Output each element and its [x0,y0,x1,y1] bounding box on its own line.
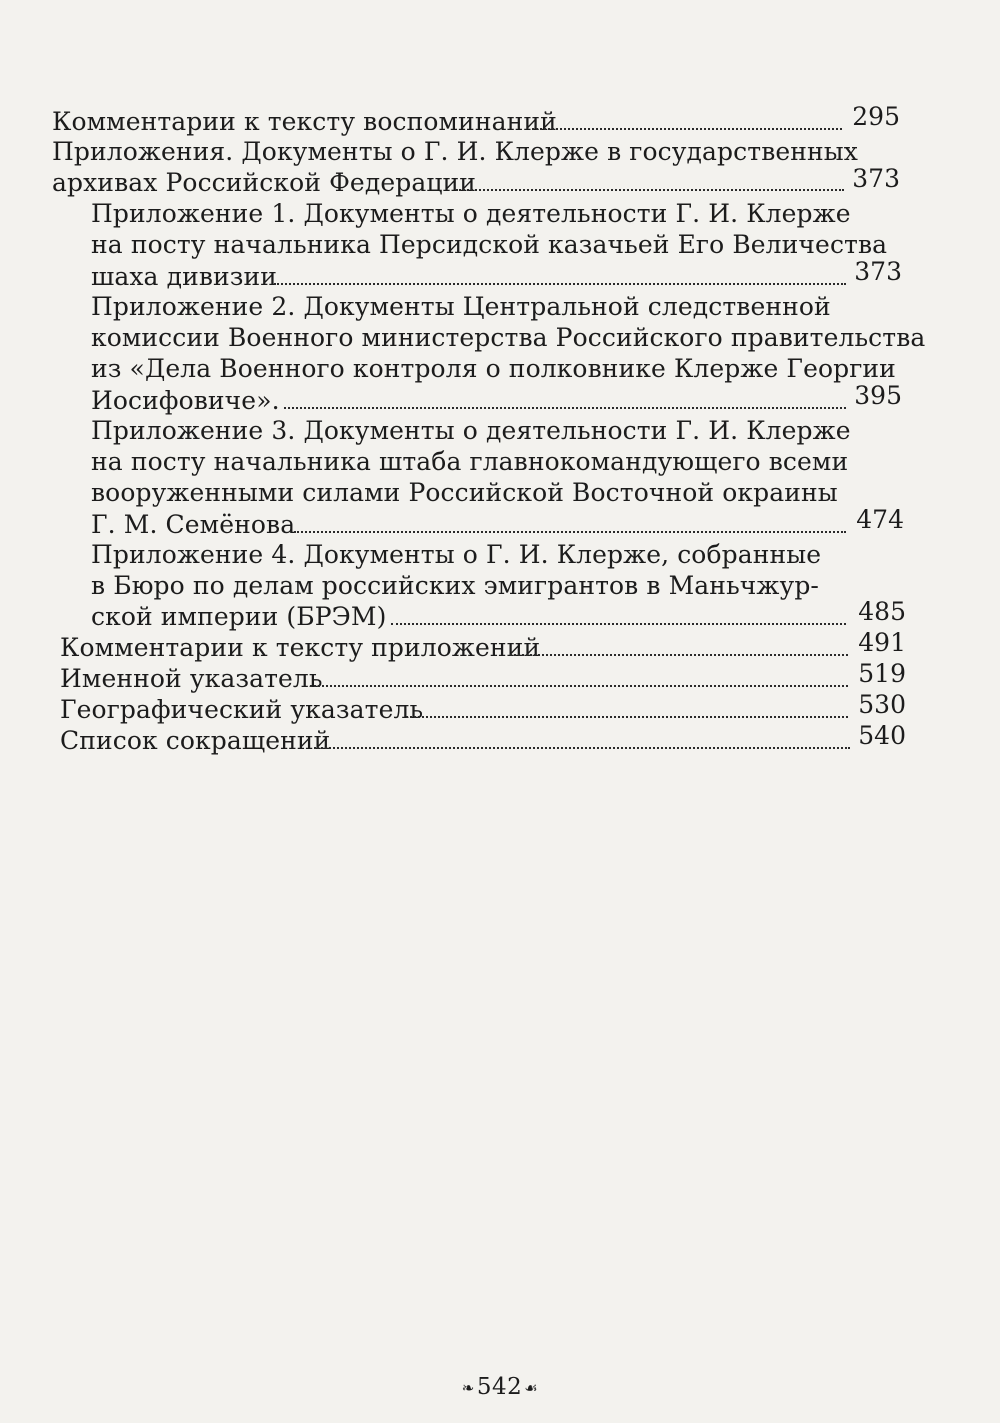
toc-entry-1-page: 373 [852,164,900,193]
toc-entry-5-leader [387,601,850,632]
toc-entry-2-page: 373 [854,257,902,286]
toc-entry-6-leader [506,632,852,663]
toc-entry-5-line-0: Приложение 4. Документы о Г. И. Клерже, собранные [91,540,822,569]
toc-entry-3-page: 395 [854,381,902,410]
toc-entry-3-line-3: Иосифовиче». [91,386,280,415]
toc-entry-0-leader [528,106,846,137]
toc-entry-0-page: 295 [852,102,900,131]
toc-entry-5-line-1: в Бюро по делам российских эмигрантов в Маньчжур- [91,571,819,600]
toc-entry-4-line-1: на посту начальника штаба главнокомандующего всеми [91,447,849,476]
toc-entry-2-line-0: Приложение 1. Документы о деятельности Г. И. Клерже [91,199,851,228]
toc-entry-3-line-0: Приложение 2. Документы Центральной следственной [91,292,831,321]
toc-entry-1-line-1: архивах Российской Федерации [52,168,477,197]
toc-entry-6-line-0: Комментарии к тексту приложений [60,633,541,662]
toc-entry-4-line-3: Г. М. Семёнова [91,510,296,539]
toc-entry-9-page: 540 [858,721,906,750]
toc-entry-6-page: 491 [858,628,906,657]
toc-entry-2-line-2: шаха дивизии [91,262,278,291]
toc-entry-1-line-0: Приложения. Документы о Г. И. Клерже в государственных [52,137,858,166]
toc-entry-7-page: 519 [858,659,906,688]
toc-entry-7-leader [306,663,852,694]
toc-entry-4-page: 474 [856,505,904,534]
toc-entry-9-leader [310,725,854,756]
toc-entry-4-line-0: Приложение 3. Документы о деятельности Г. И. Клерже [91,416,851,445]
toc-entry-8-line-0: Географический указатель [60,695,424,724]
toc-entry-2-leader [270,261,850,292]
toc-entry-8-page: 530 [858,690,906,719]
toc-entry-4-line-2: вооруженными силами Российской Восточной окраины [91,478,838,507]
toc-entry-5-page: 485 [858,597,906,626]
toc-entry-2-line-1: на посту начальника Персидской казачьей Его Величества [91,230,888,259]
toc-entry-9-line-0: Список сокращений [60,726,331,755]
toc-entry-4-leader [290,509,850,540]
ornament-left-icon: ❧ [461,1379,475,1397]
toc-entry-3-line-1: комиссии Военного министерства Российского правительства [91,323,926,352]
page-number: 542 [476,1374,523,1400]
toc-entry-1-leader [452,167,848,198]
toc-entry-5-line-2: ской империи (БРЭМ) [91,602,387,631]
toc-entry-7-line-0: Именной указатель [60,664,323,693]
toc-entry-8-leader [402,694,852,725]
ornament-right-icon: ☙ [524,1379,539,1397]
page-number-footer [0,1372,1000,1403]
toc-entry-3-line-2: из «Дела Военного контроля о полковнике Клерже Георгии [91,354,896,383]
toc-entry-3-leader [280,385,850,416]
toc-entry-0-line-0: Комментарии к тексту воспоминаний [52,107,557,136]
